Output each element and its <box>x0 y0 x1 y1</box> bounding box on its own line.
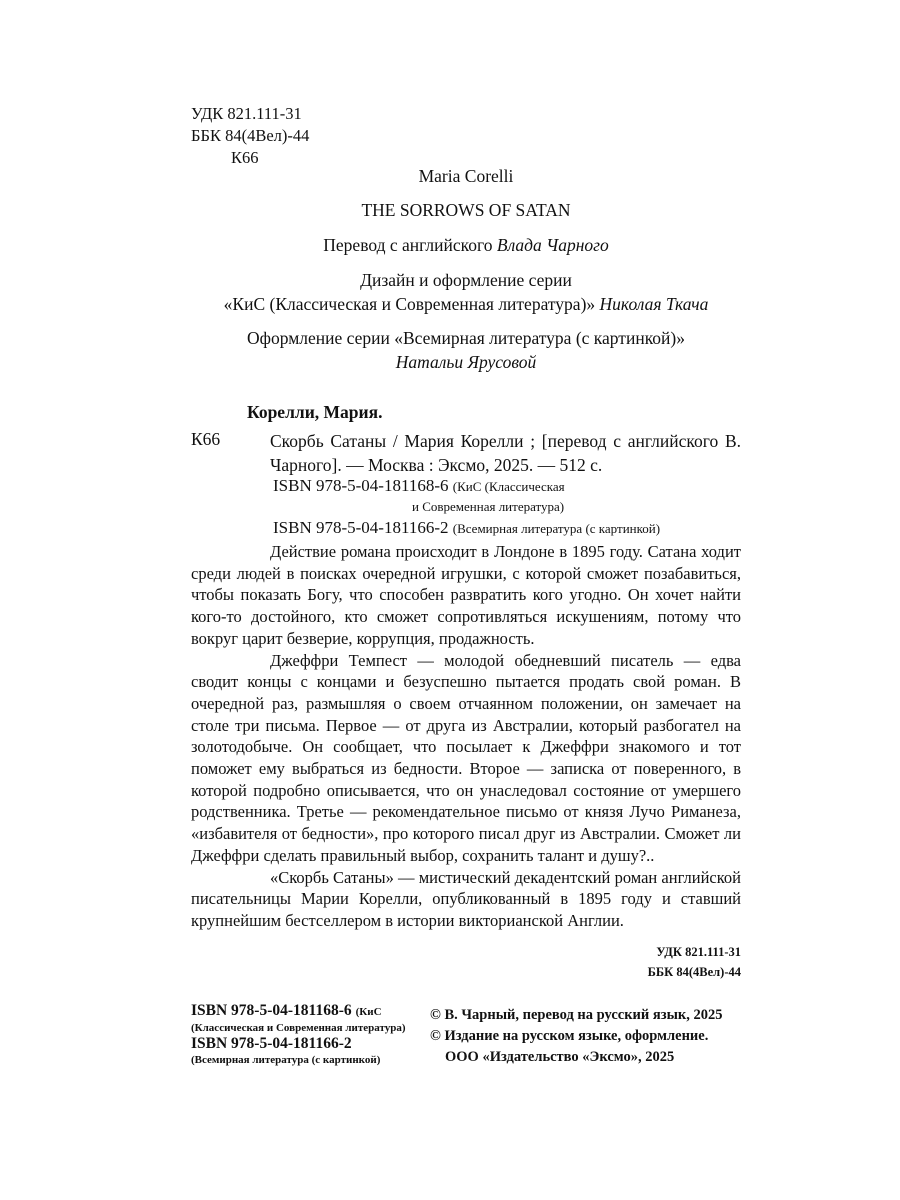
annotation-paragraph: «Скорбь Сатаны» — мистический декадентский роман английской писательницы Марии Корелли, опубликованный в 1895 году и ставший крупнейшим бестселлером в истории викторианской Англии. <box>191 867 741 930</box>
translator-name: Влада Чарного <box>496 235 609 255</box>
translation-credit <box>191 235 741 256</box>
design-credit-line1: Дизайн и оформление серии <box>360 270 572 290</box>
annotation-paragraph: Джеффри Темпест — молодой обедневший писатель — едва сводит концы с концами и безуспешно пытается продать свой роман. В очередной раз, размышляя о своем отчаянном положении, он замечает на столе три письма. Первое — от друга из Австралии, который разбогател на золотодобыче. Он сообщает, что посылает к Джеффри знакомого и тот поможет ему выбраться из бедности. Второе — записка от поверенного, в которой подробно описывается, что он унаследовал состояние от умершего родственника. Третье — рекомендательное письмо от князя Лучо Риманеза, «избавителя от бедности», про которого писал друг из Австралии. Сможет ли Джеффри сделать правильный выбор, сохранить талант и душу?.. <box>191 650 741 865</box>
udk-code: УДК 821.111-31 <box>656 945 741 959</box>
catalog-code: К66 <box>191 429 221 449</box>
isbn-number: ISBN 978-5-04-181166-2 <box>191 1035 352 1052</box>
bbk-code: ББК 84(4Вел)-44 <box>647 965 741 979</box>
annotation <box>191 541 741 932</box>
isbn-number: ISBN 978-5-04-181168-6 <box>191 1002 352 1019</box>
isbn-block <box>191 1003 406 1068</box>
copyright-publisher: ООО «Издательство «Эксмо», 2025 <box>445 1049 675 1065</box>
isbn-number: ISBN 978-5-04-181166-2 <box>273 518 449 537</box>
isbn-note: (КиС (Классическая <box>452 479 565 494</box>
isbn-note: (Всемирная литература (с картинкой) <box>191 1054 381 1066</box>
udk-footer-block <box>616 942 741 982</box>
series-designer-name: Натальи Ярусовой <box>395 352 537 372</box>
bbk-code: ББК 84(4Вел)-44 <box>191 126 310 145</box>
translation-prefix: Перевод с английского <box>323 235 493 255</box>
original-author: Maria Corelli <box>418 166 514 186</box>
design-credit-line2 <box>191 294 741 315</box>
isbn-note-continued: и Современная литература) <box>412 499 565 514</box>
copyright-translation: © В. Чарный, перевод на русский язык, 2025 <box>430 1007 723 1023</box>
isbn-note-continued: (Классическая и Современная литература) <box>191 1022 406 1034</box>
designer-name: Николая Ткача <box>599 294 709 314</box>
author-mark: К66 <box>231 148 259 167</box>
udk-code: УДК 821.111-31 <box>191 104 302 123</box>
isbn-note: (Всемирная литература (с картинкой) <box>452 521 661 536</box>
copyright-edition: © Издание на русском языке, оформление. <box>430 1028 709 1044</box>
original-title: THE SORROWS OF SATAN <box>361 200 571 220</box>
copyright-block <box>430 1005 723 1068</box>
isbn-note: (КиС <box>355 1006 382 1018</box>
catalog-isbn-1 <box>273 476 565 517</box>
annotation-paragraph: Действие романа происходит в Лондоне в 1895 году. Сатана ходит среди людей в поисках очередной игрушки, с которой сможет позабавиться, чтобы показать Богу, что способен развратить кого угодно. Он хочет найти кого-то достойного, кто сможет сопротивляться искушениям, потому что вокруг царит безверие, коррупция, продажность. <box>191 542 741 648</box>
udk-header-block <box>191 103 309 169</box>
catalog-isbn-2 <box>273 518 660 538</box>
catalog-heading: Корелли, Мария. <box>247 402 383 422</box>
series-design-line1: Оформление серии «Всемирная литература (с картинкой)» <box>247 328 685 348</box>
catalog-entry: Скорбь Сатаны / Мария Корелли ; [перевод с английского В. Чарного]. — Москва : Эксмо, 2025. — 512 с. <box>270 431 741 475</box>
series-name: «КиС (Классическая и Современная литература)» <box>223 294 596 314</box>
isbn-number: ISBN 978-5-04-181168-6 <box>273 476 449 495</box>
